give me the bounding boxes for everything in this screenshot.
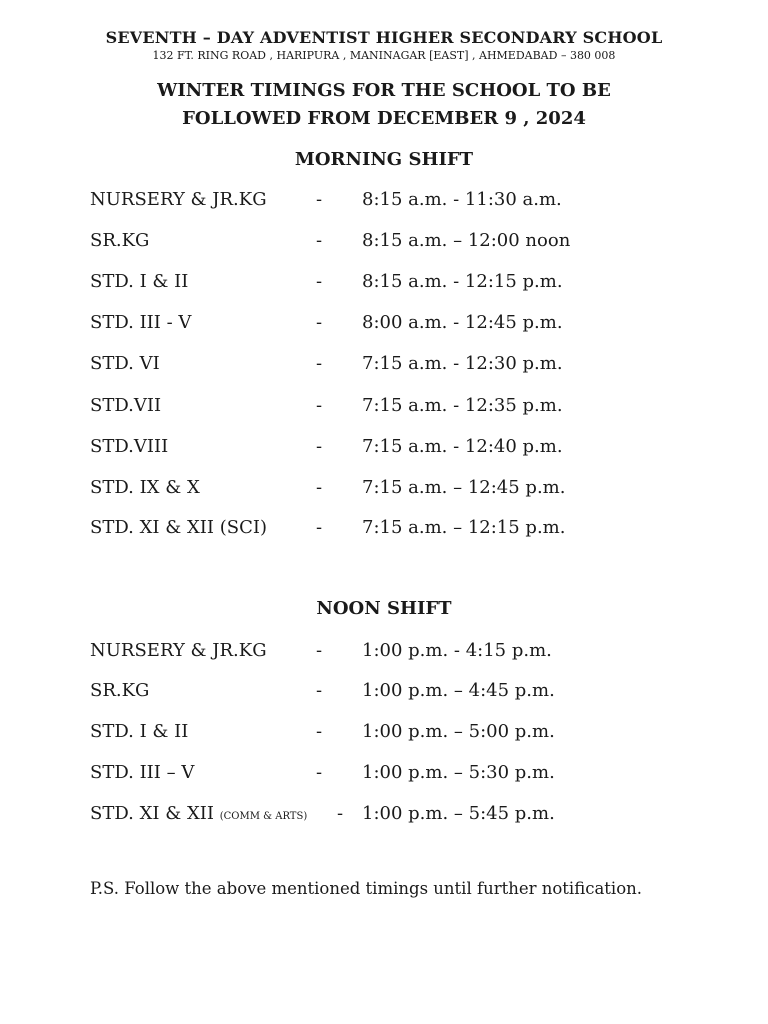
class-name: STD. IX & X — [90, 477, 200, 498]
timing-row — [0, 803, 768, 829]
class-name: NURSERY & JR.KG — [90, 189, 267, 210]
timing-value: 1:00 p.m. – 5:30 p.m. — [362, 762, 555, 783]
class-name — [90, 803, 307, 824]
class-name: STD.VII — [90, 395, 162, 416]
timing-value: 7:15 a.m. - 12:35 p.m. — [362, 395, 563, 416]
class-note: (COMM & ARTS) — [219, 811, 308, 822]
separator: - — [316, 640, 323, 661]
timing-value: 8:15 a.m. - 11:30 a.m. — [362, 189, 562, 210]
timing-value: 1:00 p.m. - 4:15 p.m. — [362, 640, 552, 661]
separator: - — [316, 477, 323, 498]
separator: - — [316, 517, 323, 538]
timing-row — [0, 762, 768, 788]
class-name: STD. III - V — [90, 312, 192, 333]
class-name: STD. XI & XII (SCI) — [90, 517, 267, 538]
separator: - — [316, 230, 323, 251]
noon-shift-heading: NOON SHIFT — [316, 598, 452, 619]
separator: - — [316, 189, 323, 210]
timing-row — [0, 436, 768, 462]
class-name: STD. I & II — [90, 721, 189, 742]
timing-row — [0, 395, 768, 421]
class-name: STD. I & II — [90, 271, 189, 292]
class-name: STD. III – V — [90, 762, 195, 783]
timing-row — [0, 271, 768, 297]
class-name: SR.KG — [90, 680, 150, 701]
timing-value: 7:15 a.m. - 12:40 p.m. — [362, 436, 563, 457]
timing-row — [0, 517, 768, 543]
separator: - — [316, 436, 323, 457]
school-address: 132 FT. RING ROAD , HARIPURA , MANINAGAR [EAST] , AHMEDABAD – 380 008 — [152, 49, 616, 62]
separator: - — [316, 721, 323, 742]
timing-value: 1:00 p.m. – 5:00 p.m. — [362, 721, 555, 742]
timing-value: 8:15 a.m. – 12:00 noon — [362, 230, 571, 251]
separator: - — [316, 762, 323, 783]
timing-value: 7:15 a.m. – 12:45 p.m. — [362, 477, 566, 498]
timing-row — [0, 640, 768, 666]
class-name: STD.VIII — [90, 436, 169, 457]
timing-value: 8:15 a.m. - 12:15 p.m. — [362, 271, 563, 292]
class-name: SR.KG — [90, 230, 150, 251]
notice-title-line-1: WINTER TIMINGS FOR THE SCHOOL TO BE — [157, 80, 611, 101]
separator: - — [316, 353, 323, 374]
timing-row — [0, 353, 768, 379]
timing-row — [0, 312, 768, 338]
timing-row — [0, 721, 768, 747]
separator: - — [316, 680, 323, 701]
timing-value: 7:15 a.m. - 12:30 p.m. — [362, 353, 563, 374]
separator: - — [337, 803, 344, 824]
timing-value: 8:00 a.m. - 12:45 p.m. — [362, 312, 563, 333]
separator: - — [316, 271, 323, 292]
separator: - — [316, 395, 323, 416]
separator: - — [316, 312, 323, 333]
class-name: NURSERY & JR.KG — [90, 640, 267, 661]
timing-row — [0, 230, 768, 256]
school-name: SEVENTH – DAY ADVENTIST HIGHER SECONDARY SCHOOL — [105, 28, 663, 47]
notice-title-line-2: FOLLOWED FROM DECEMBER 9 , 2024 — [182, 108, 586, 129]
morning-shift-heading: MORNING SHIFT — [294, 149, 474, 170]
timing-value: 7:15 a.m. – 12:15 p.m. — [362, 517, 566, 538]
timing-value: 1:00 p.m. – 5:45 p.m. — [362, 803, 555, 824]
class-name: STD. VI — [90, 353, 160, 374]
class-name-main: STD. XI & XII — [90, 803, 214, 824]
timing-row — [0, 477, 768, 503]
timing-row — [0, 189, 768, 215]
timing-value: 1:00 p.m. – 4:45 p.m. — [362, 680, 555, 701]
postscript-note: P.S. Follow the above mentioned timings until further notification. — [90, 879, 643, 898]
timing-row — [0, 680, 768, 706]
